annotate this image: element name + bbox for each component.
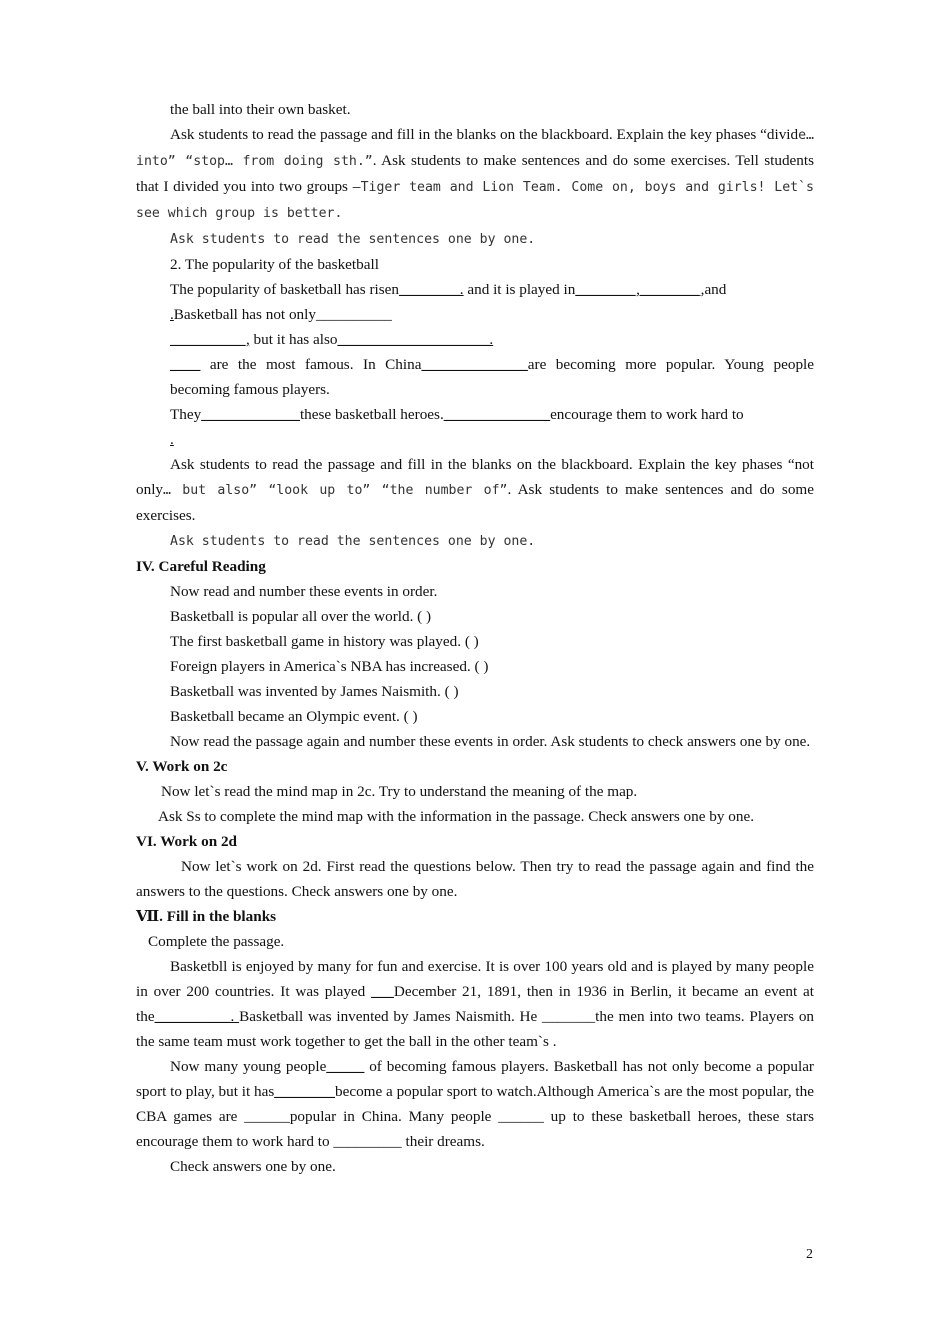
blank: _____________ bbox=[201, 406, 300, 423]
blank: ______________ bbox=[443, 406, 551, 423]
text: 2. The popularity of the basketball bbox=[170, 256, 379, 273]
text: and it is played in bbox=[463, 281, 576, 298]
fill-blank-line bbox=[136, 352, 814, 402]
fill-blank-line bbox=[136, 327, 814, 352]
text-line: Complete the passage. bbox=[148, 933, 285, 950]
instruction-text: Ask students to read the sentences one by one. bbox=[170, 534, 536, 549]
text: are becoming more popular. Young people becoming famous players. bbox=[170, 356, 814, 398]
blank: ________. bbox=[399, 281, 464, 298]
blank: ________,________, bbox=[575, 281, 705, 298]
text: become a popular sport to watch.Although America`s are the most popular, the CBA games are ______popular in China. Many people ______ up to these basketball heroes, these stars encourage them to work hard to _________ their dreams. bbox=[136, 1083, 814, 1150]
phrase-text: —Tiger team and Lion Team. Come on, boys and girls! Let`s see which group is better. bbox=[136, 180, 814, 221]
text: Basketball was invented by James Naismith. He _______the men into two teams. Players on the same team must work together to get the ball in the other team`s . bbox=[136, 1008, 815, 1050]
page-number: 2 bbox=[806, 1247, 813, 1262]
section-heading: Ⅶ. Fill in the blanks bbox=[136, 908, 277, 925]
text-line bbox=[136, 528, 814, 554]
blank: . bbox=[170, 431, 174, 448]
paragraph bbox=[136, 452, 814, 528]
text-line: Now read and number these events in order. bbox=[170, 583, 438, 600]
text: of becoming famous players. Basketball has not only become a popular sport to play, but it has bbox=[136, 1058, 814, 1100]
lesson-plan-body bbox=[136, 97, 814, 1179]
blank: _____ bbox=[326, 1058, 365, 1075]
instruction-text: Ask students to read the sentences one by one. bbox=[170, 232, 536, 247]
text: encourage them to work hard to bbox=[550, 406, 744, 423]
blank: . bbox=[170, 306, 174, 323]
text: but it has also bbox=[249, 331, 338, 348]
event-item: Basketball became an Olympic event. ( ) bbox=[170, 708, 418, 725]
text: Ask students to read the passage and fill in the blanks on the blackboard. Explain the key phases “not only bbox=[136, 456, 814, 498]
text: the ball into their own basket. bbox=[170, 101, 351, 118]
text-line bbox=[136, 226, 814, 252]
phrase-text: … but also” “look up to” “the number of” bbox=[163, 483, 508, 498]
blank: ___ bbox=[371, 983, 394, 1000]
paragraph: Now read the passage again and number these events in order. Ask students to check answers one by one. bbox=[170, 733, 811, 750]
text: . Ask students to make sentences and do some exercises. Tell students that I divided you into two groups bbox=[136, 152, 815, 195]
paragraph: Now let`s work on 2d. First read the questions below. Then try to read the passage again and find the answers to the questions. Check answers one by one. bbox=[136, 858, 814, 900]
fill-blank-line bbox=[136, 402, 814, 452]
subheading bbox=[136, 252, 814, 277]
text: Now many young people bbox=[170, 1058, 327, 1075]
section-heading: IV. Careful Reading bbox=[136, 558, 266, 575]
paragraph: Ask Ss to complete the mind map with the information in the passage. Check answers one by one. bbox=[158, 808, 754, 825]
paragraph bbox=[136, 1054, 814, 1154]
text: They bbox=[170, 406, 202, 423]
event-item: The first basketball game in history was played. ( ) bbox=[170, 633, 479, 650]
blank: __________. bbox=[154, 1008, 240, 1025]
event-item: Foreign players in America`s NBA has increased. ( ) bbox=[170, 658, 489, 675]
text: The popularity of basketball has risen bbox=[170, 281, 400, 298]
blank: ____________________. bbox=[337, 331, 494, 348]
text-line: Now let`s read the mind map in 2c. Try to understand the meaning of the map. bbox=[161, 783, 638, 800]
section-heading: V. Work on 2c bbox=[136, 758, 228, 775]
text: these basketball heroes. bbox=[299, 406, 444, 423]
section-heading: VI. Work on 2d bbox=[136, 833, 238, 850]
text: Basketbll is enjoyed by many for fun and exercise. It is over 100 years old and is played by many people in over 200 countries. It was played bbox=[136, 958, 814, 1000]
phrase-text: e… into” “stop… from doing sth.” bbox=[136, 128, 814, 169]
text: Basketball has not only__________ bbox=[173, 306, 392, 323]
text: and bbox=[704, 281, 727, 298]
blank: ______________ bbox=[421, 356, 528, 373]
fill-blank-line bbox=[136, 277, 814, 327]
text: Ask students to read the passage and fill in the blanks on the blackboard. Explain the key phases “divid bbox=[170, 126, 799, 143]
text: are the most famous. In China bbox=[200, 356, 422, 373]
text: December 21, 1891, then in 1936 in Berlin, it became an event at the bbox=[136, 983, 814, 1025]
text-line: Check answers one by one. bbox=[170, 1158, 336, 1175]
paragraph bbox=[136, 122, 814, 226]
text: . Ask students to make sentences and do some exercises. bbox=[136, 481, 814, 524]
blank: __________, bbox=[170, 331, 250, 348]
event-item: Basketball was invented by James Naismith. ( ) bbox=[170, 683, 459, 700]
blank: ________ bbox=[274, 1083, 335, 1100]
paragraph bbox=[136, 954, 814, 1054]
event-item: Basketball is popular all over the world. ( ) bbox=[170, 608, 432, 625]
text-line bbox=[136, 97, 814, 122]
blank: ____ bbox=[170, 356, 201, 373]
